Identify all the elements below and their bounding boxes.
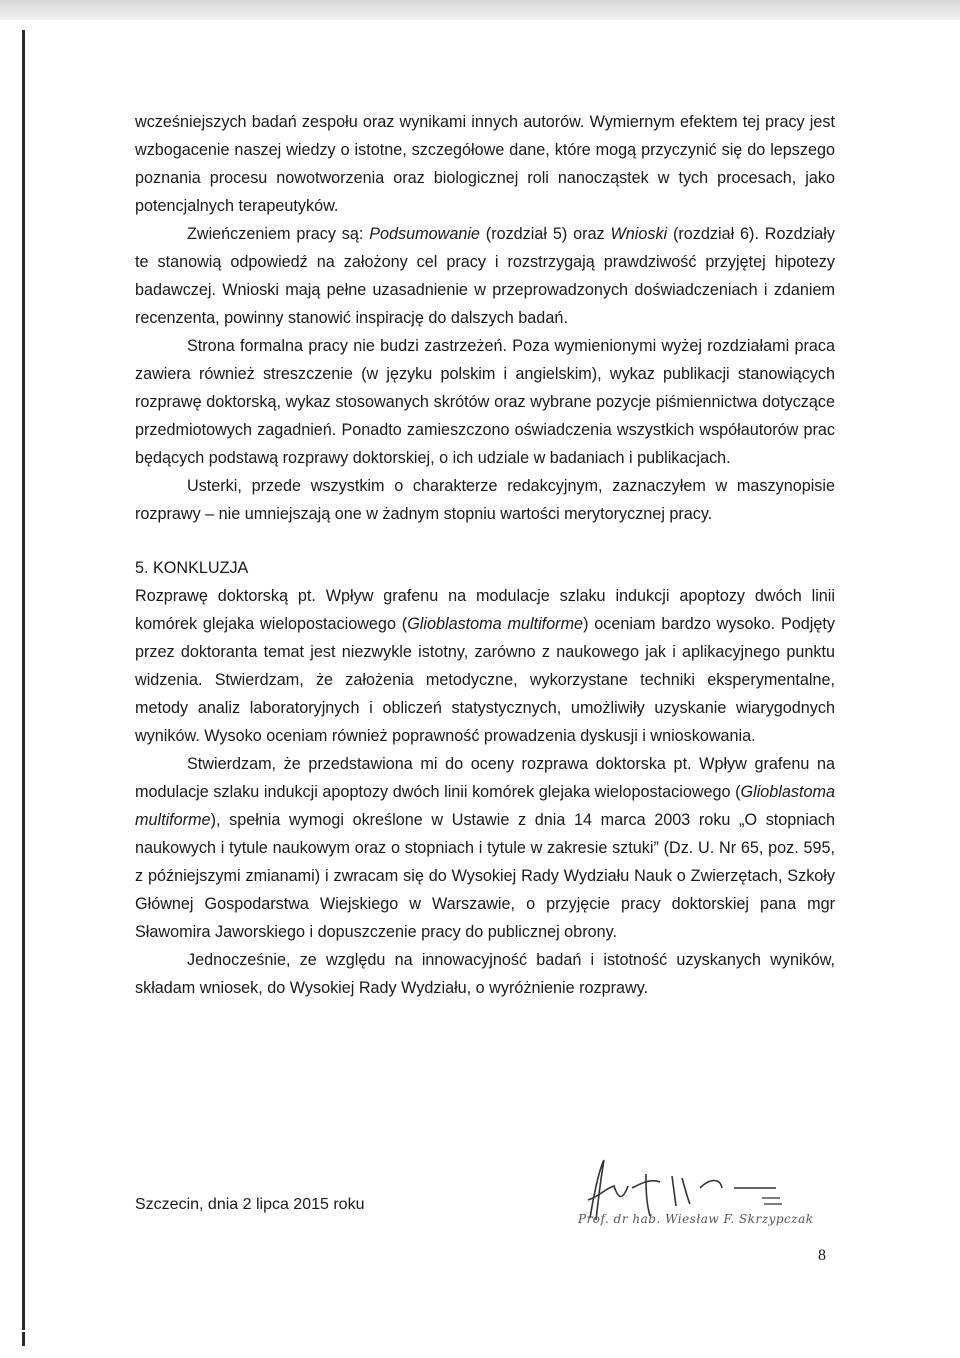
page-number: 8 [818,1247,826,1264]
conclusion-p2-text-c: ), spełnia wymogi określone w Ustawie z dnia 14 marca 2003 roku „O stopniach naukowych i tytule naukowym oraz o stopniach i tytule w zakresie sztuki” (Dz. U. Nr 65, poz. 595, z późniejszymi zmianami) i zwracam się do Wysokiej Rady Wydziału Nauk o Zwierzętach, Szkoły Głównej Gospodarstwa Wiejskiego w Warszawie, o przyjęcie pracy doktorskiej pana mgr Sławomira Jaworskiego i dopuszczenie pracy do publicznej obrony. [135,811,835,941]
scan-top-shadow [0,0,960,20]
paragraph-summary [135,220,835,332]
conclusion-paragraph-1 [135,582,835,750]
signature-stamp-text: Prof. dr hab. Wiesław F. Skrzypczak [578,1212,814,1226]
document-body [135,108,835,1002]
conclusion-p1-text-c: ) oceniam bardzo wysoko. Podjęty przez doktoranta temat jest niezwykle istotny, zarówno z naukowego jak i aplikacyjnego punktu widzenia. Stwierdzam, że założenia metodyczne, wykorzystane techniki eksperymentalne, metody analiz laboratoryjnych i obliczeń statystycznych, umożliwiły uzyskanie wiarygodnych wyników. Wysoko oceniam również poprawność prowadzenia dyskusji i wnioskowania. [135,615,835,745]
conclusion-paragraph-3: Jednocześnie, ze względu na innowacyjność badań i istotność uzyskanych wyników, składam wniosek, do Wysokiej Rady Wydziału, o wyróżnienie rozprawy. [135,951,835,997]
paragraph-continuation: wcześniejszych badań zespołu oraz wynikami innych autorów. Wymiernym efektem tej pracy jest wzbogacenie naszej wiedzy o istotne, szczegółowe dane, które mogą przyczynić się do lepszego poznania procesu nowotworzenia oraz biologicznej roli nanocząstek w tych procesach, jako potencjalnych terapeutyków. [135,113,835,215]
conclusion-p2-italic: Glioblastoma multiforme [135,783,835,829]
conclusion-paragraph-2 [135,750,835,946]
paragraph-summary-italic-podsumowanie: Podsumowanie [369,225,480,243]
conclusion-p1-italic: Glioblastoma multiforme [407,615,584,633]
paragraph-summary-text-e: (rozdział 6). Rozdziały te stanowią odpowiedź na założony cel pracy i rozstrzygają prawdziwość przyjętej hipotezy badawczej. Wnioski mają pełne uzasadnienie w przeprowadzonych doświadczeniach i zdaniem recenzenta, powinny stanowić inspirację do dalszych badań. [135,225,835,327]
paragraph-errata: Usterki, przede wszystkim o charakterze redakcyjnym, zaznaczyłem w maszynopisie rozprawy – nie umniejszają one w żadnym stopniu wartości merytorycznej pracy. [135,477,835,523]
paragraph-summary-italic-wnioski: Wnioski [610,225,668,243]
place-and-date: Szczecin, dnia 2 lipca 2015 roku [135,1196,365,1213]
scan-left-edge [22,30,25,1330]
paragraph-formal: Strona formalna pracy nie budzi zastrzeżeń. Poza wymienionymi wyżej rozdziałami praca zawiera również streszczenie (w języku polskim i angielskim), wykaz publikacji stanowiących rozprawę doktorską, wykaz stosowanych skrótów oraz wybrane pozycje piśmiennictwa dotyczące przedmiotowych zagadnień. Ponadto zamieszczono oświadczenia wszystkich współautorów prac będących podstawą rozprawy doktorskiej, o ich udziale w badaniach i publikacjach. [135,337,835,467]
scan-bottom-mark [22,1332,25,1346]
paragraph-summary-text-c: (rozdział 5) oraz [479,225,611,243]
conclusion-p2-text-a: Stwierdzam, że przedstawiona mi do oceny rozprawa doktorska pt. Wpływ grafenu na modulacje szlaku indukcji apoptozy dwóch linii komórek glejaka wielopostaciowego ( [135,755,835,801]
conclusion-p1-text-a: Rozprawę doktorską pt. Wpływ grafenu na modulacje szlaku indukcji apoptozy dwóch linii komórek glejaka wielopostaciowego ( [135,587,835,633]
section-heading-konkluzja: 5. KONKLUZJA [135,559,249,577]
paragraph-summary-text-a: Zwieńczeniem pracy są: [187,225,370,243]
